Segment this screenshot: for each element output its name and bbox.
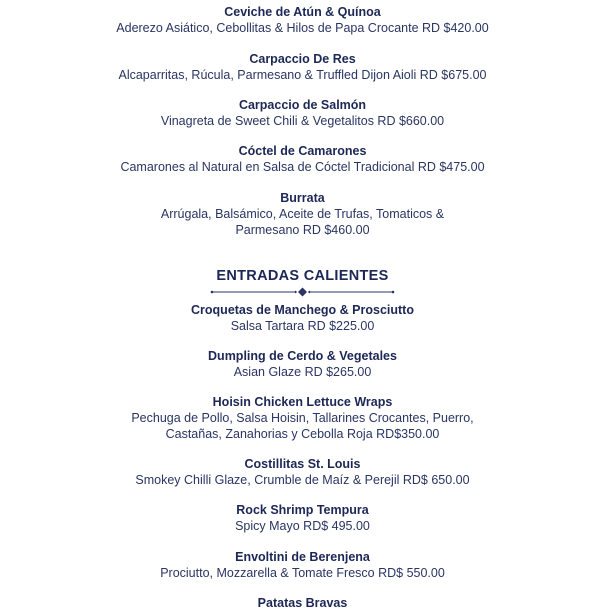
item-description: Prociutto, Mozzarella & Tomate Fresco RD$ 550.00	[160, 566, 445, 580]
item-name: Carpaccio de Salmón	[238, 98, 367, 112]
item-name: Rock Shrimp Tempura	[236, 503, 369, 517]
menu-item	[0, 302, 605, 334]
item-name: Cóctel de Camarones	[238, 144, 367, 158]
item-name: Carpaccio De Res	[249, 52, 356, 66]
menu-item	[0, 394, 605, 442]
item-name: Croquetas de Manchego & Prosciutto	[191, 303, 414, 317]
item-description: Vinagreta de Sweet Chili & Vegetalitos RD $660.00	[160, 114, 445, 128]
menu-item	[0, 595, 605, 611]
menu-item	[0, 502, 605, 534]
item-name: Hoisin Chicken Lettuce Wraps	[212, 395, 393, 409]
menu-item	[0, 143, 605, 175]
item-name: Envoltini de Berenjena	[235, 550, 370, 564]
menu-item	[0, 4, 605, 36]
menu-item	[0, 51, 605, 83]
item-description: Alcaparritas, Rúcula, Parmesano & Truffled Dijon Aioli RD $675.00	[118, 68, 487, 82]
item-name: Burrata	[280, 191, 325, 205]
menu-item	[0, 97, 605, 129]
section-title: ENTRADAS CALIENTES	[216, 268, 389, 284]
menu-item	[0, 549, 605, 581]
item-description: Camarones al Natural en Salsa de Cóctel Tradicional RD $475.00	[120, 160, 485, 174]
menu-item	[0, 190, 605, 238]
ornament-divider-icon	[210, 287, 395, 297]
item-name: Patatas Bravas	[257, 596, 348, 610]
menu-item	[0, 456, 605, 488]
item-description: Spicy Mayo RD$ 495.00	[235, 519, 370, 533]
item-description: Smokey Chilli Glaze, Crumble de Maíz & Perejil RD$ 650.00	[135, 473, 470, 487]
item-description: Aderezo Asiático, Cebollitas & Hilos de Papa Crocante RD $420.00	[116, 21, 489, 35]
item-description: Arrúgala, Balsámico, Aceite de Trufas, Tomaticos & Parmesano RD $460.00	[160, 207, 445, 237]
item-description: Pechuga de Pollo, Salsa Hoisin, Tallarines Crocantes, Puerro, Castañas, Zanahorias y Cebolla Roja RD$350.00	[131, 411, 474, 441]
item-name: Ceviche de Atún & Quínoa	[224, 5, 381, 19]
item-name: Costillitas St. Louis	[244, 457, 361, 471]
item-description: Salsa Tartara RD $225.00	[230, 319, 375, 333]
menu-item	[0, 348, 605, 380]
item-description: Asian Glaze RD $265.00	[233, 365, 372, 379]
item-name: Dumpling de Cerdo & Vegetales	[208, 349, 397, 363]
